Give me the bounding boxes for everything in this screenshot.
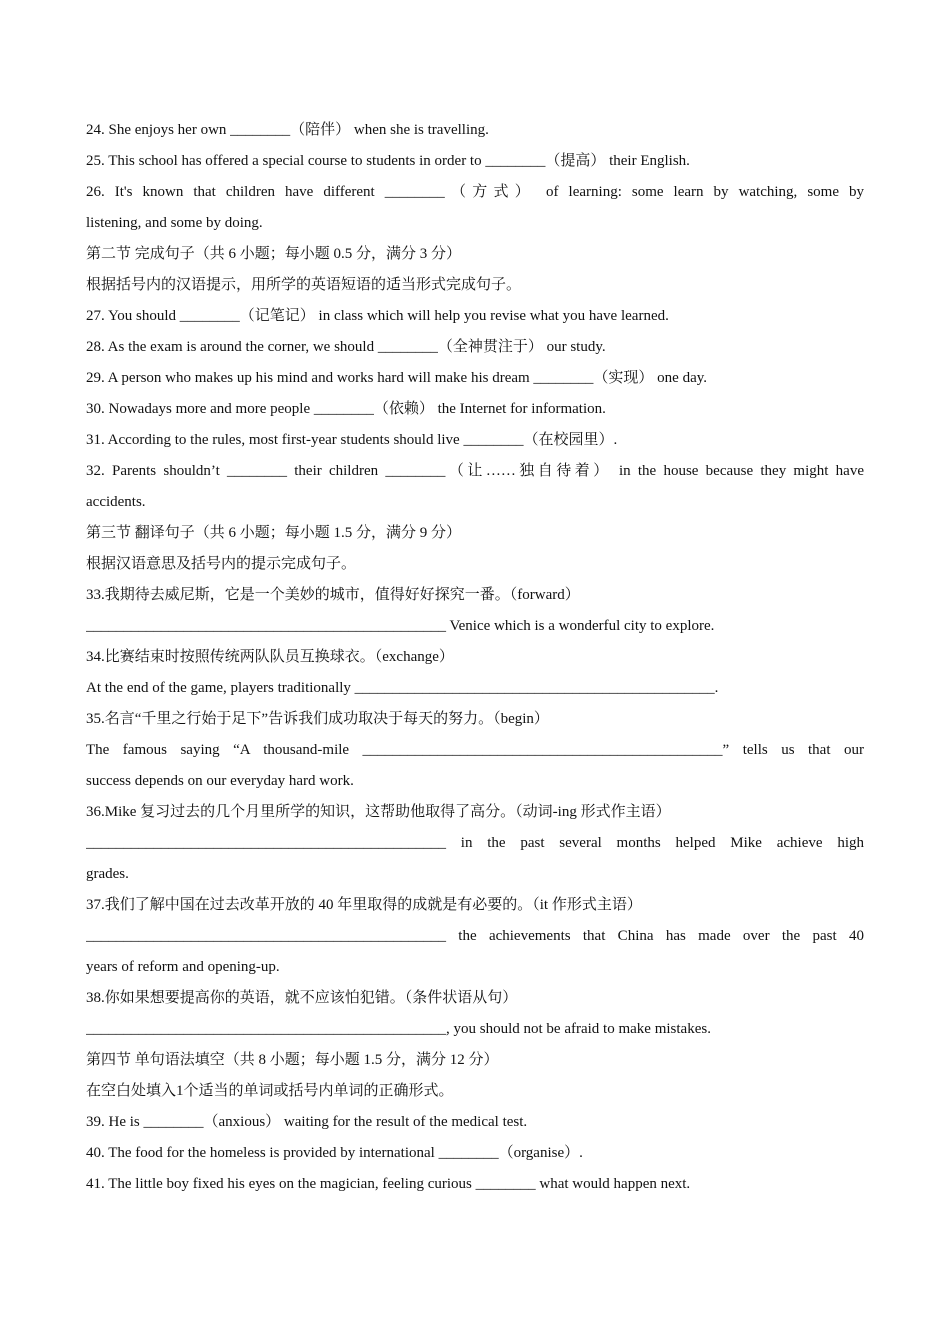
question-40: 40. The food for the homeless is provided by international ________（organise）. (86, 1145, 583, 1161)
question-36-answer: ________________________________________________ in the past several months helped Mike achieve high (86, 835, 864, 851)
section-4-instructions: 在空白处填入1个适当的单词或括号内单词的正确形式。 (86, 1083, 454, 1099)
question-35-prompt: 35.名言“千里之行始于足下”告诉我们成功取决于每天的努力。（begin） (86, 711, 549, 727)
exam-page (86, 115, 864, 1200)
question-32: 32. Parents shouldn’t ________ their children ________（让……独自待着） in the house because they might have (86, 463, 864, 479)
question-24: 24. She enjoys her own ________（陪伴） when she is travelling. (86, 122, 489, 138)
section-2-instructions: 根据括号内的汉语提示，用所学的英语短语的适当形式完成句子。 (86, 277, 522, 293)
question-39: 39. He is ________（anxious） waiting for the result of the medical test. (86, 1114, 528, 1130)
question-38-prompt: 38.你如果想要提高你的英语，就不应该怕犯错。（条件状语从句） (86, 990, 518, 1006)
section-3-instructions: 根据汉语意思及括号内的提示完成句子。 (86, 556, 357, 572)
section-4-heading: 第四节 单句语法填空（共 8 小题；每小题 1.5 分，满分 12 分） (86, 1052, 499, 1068)
question-27: 27. You should ________（记笔记） in class which will help you revise what you have learned. (86, 308, 669, 324)
question-34-prompt: 34.比赛结束时按照传统两队队员互换球衣。（exchange） (86, 649, 454, 665)
question-33-prompt: 33.我期待去威尼斯，它是一个美妙的城市，值得好好探究一番。（forward） (86, 587, 580, 603)
question-41: 41. The little boy fixed his eyes on the magician, feeling curious ________ what would happen next. (86, 1176, 691, 1192)
question-33-answer: ________________________________________________ Venice which is a wonderful city to explore. (86, 618, 715, 634)
question-29: 29. A person who makes up his mind and works hard will make his dream ________（实现） one day. (86, 370, 708, 386)
question-36-prompt: 36.Mike 复习过去的几个月里所学的知识，这帮助他取得了高分。（动词-ing 形式作主语） (86, 804, 671, 820)
question-28: 28. As the exam is around the corner, we should ________（全神贯注于） our study. (86, 339, 606, 355)
section-2-heading: 第二节 完成句子（共 6 小题；每小题 0.5 分，满分 3 分） (86, 246, 462, 262)
question-37-prompt: 37.我们了解中国在过去改革开放的 40 年里取得的成就是有必要的。（it 作形式主语） (86, 897, 642, 913)
question-38-answer: ________________________________________________, you should not be afraid to make mistakes. (86, 1021, 711, 1037)
question-25: 25. This school has offered a special course to students in order to ________（提高） their English. (86, 153, 690, 169)
question-31: 31. According to the rules, most first-year students should live ________（在校园里）. (86, 432, 618, 448)
question-37-answer-continued: years of reform and opening-up. (86, 959, 280, 975)
question-26: 26. It's known that children have different ________（方式） of learning: some learn by watching, some by (86, 184, 864, 200)
question-32-continued: accidents. (86, 494, 146, 510)
question-30: 30. Nowadays more and more people ________（依赖） the Internet for information. (86, 401, 606, 417)
question-34-answer: At the end of the game, players traditionally ________________________________________________. (86, 680, 719, 696)
section-3-heading: 第三节 翻译句子（共 6 小题；每小题 1.5 分，满分 9 分） (86, 525, 462, 541)
question-36-answer-continued: grades. (86, 866, 129, 882)
question-26-continued: listening, and some by doing. (86, 215, 263, 231)
question-35-answer: The famous saying “A thousand-mile ________________________________________________” tells us that our (86, 742, 864, 758)
question-35-answer-continued: success depends on our everyday hard work. (86, 773, 354, 789)
question-37-answer: ________________________________________________ the achievements that China has made over the past 40 (86, 928, 864, 944)
